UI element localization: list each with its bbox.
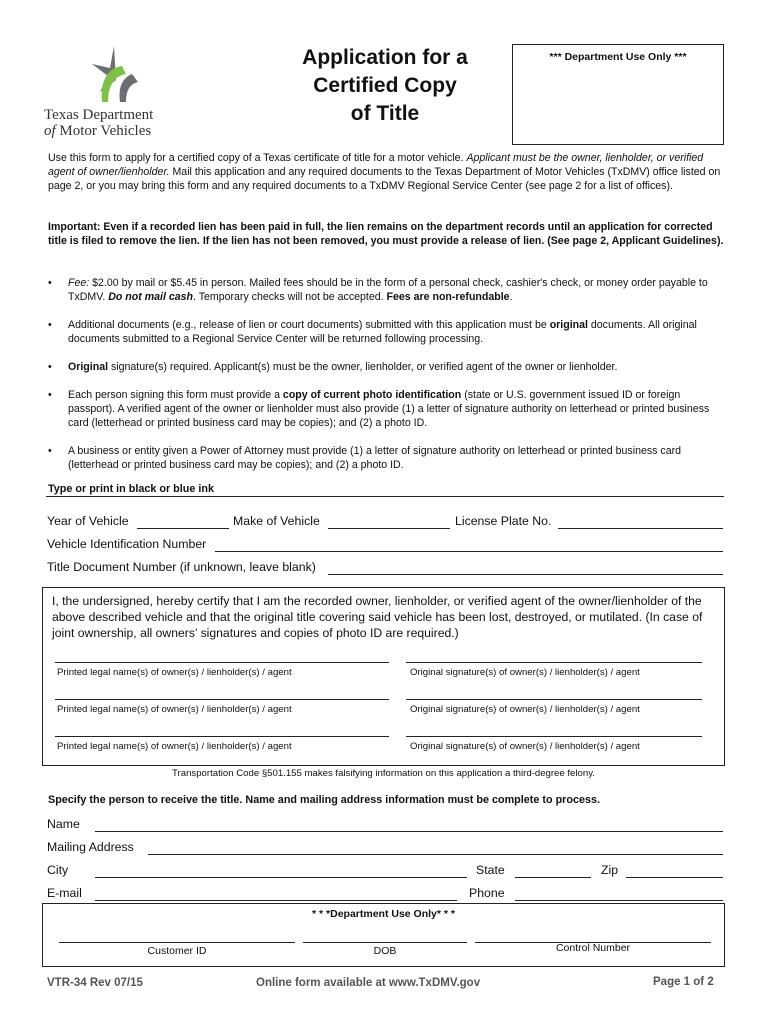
bullet-power-of-attorney: • A business or entity given a Power of Attorney must provide (1) a letter of signature authority on letterhead or printed business card (letterhead or printed business card may be copies); and (2) a photo ID. <box>48 445 682 471</box>
address-label: Mailing Address <box>47 840 134 854</box>
signature-label: Original signature(s) of owner(s) / lienholder(s) / agent <box>410 704 640 715</box>
printed-name-label: Printed legal name(s) of owner(s) / lienholder(s) / agent <box>57 667 292 678</box>
zip-input[interactable] <box>626 877 723 878</box>
bullet-documents: • Additional documents (e.g., release of lien or court documents) submitted with this application must be original documents. All original documents submitted to a Regional Service Center will be returned following processing. <box>48 319 697 345</box>
dob-label: DOB <box>373 945 397 957</box>
printed-name-label: Printed legal name(s) of owner(s) / lienholder(s) / agent <box>57 741 292 752</box>
state-label: State <box>476 863 505 877</box>
intro-paragraph: Use this form to apply for a certified copy of a Texas certificate of title for a motor vehicle. Applicant must be the owner, lienholder, or verified agent of owner/lienholder. Mail this application and any required documents to the Texas Department of Motor Vehicles (TxDMV) office listed on page 2, or you may bring this form and any required documents to a TxDMV Regional Service Center (see page 2 for a list of offices). <box>48 152 721 192</box>
make-input[interactable] <box>328 528 450 529</box>
control-number-label: Control Number <box>555 942 631 954</box>
printed-name-line[interactable] <box>55 662 389 663</box>
txdmv-logo <box>44 44 184 139</box>
signature-line[interactable] <box>406 662 702 663</box>
city-label: City <box>47 863 69 877</box>
title-doc-input[interactable] <box>328 574 723 575</box>
email-label: E-mail <box>47 886 82 900</box>
page-number: Page 1 of 2 <box>653 976 714 988</box>
make-label: Make of Vehicle <box>233 514 320 528</box>
agency-name-line1: Texas Department <box>44 107 154 123</box>
bullet-fee: • Fee: $2.00 by mail or $5.45 in person. Mailed fees should be in the form of a personal check, cashier's check, or money order payable to TxDMV. Do not mail cash. Temporary checks will not be accepted. Fees are non-refundable. <box>48 277 708 303</box>
divider <box>46 496 724 497</box>
name-input[interactable] <box>95 831 723 832</box>
city-input[interactable] <box>95 877 467 878</box>
signature-line[interactable] <box>406 699 702 700</box>
plate-label: License Plate No. <box>455 514 552 528</box>
mailing-instruction: Specify the person to receive the title. Name and mailing address information must be complete to process. <box>48 794 600 806</box>
printed-name-line[interactable] <box>55 736 389 737</box>
department-use-heading: * * *Department Use Only* * * <box>312 908 455 920</box>
vin-input[interactable] <box>215 551 723 552</box>
phone-label: Phone <box>469 886 505 900</box>
title-doc-label: Title Document Number (if unknown, leave blank) <box>47 560 316 574</box>
department-use-box <box>512 44 724 145</box>
dob-line <box>303 942 467 943</box>
signature-line[interactable] <box>406 736 702 737</box>
customer-id-label: Customer ID <box>147 945 207 957</box>
department-use-section <box>42 903 725 967</box>
year-input[interactable] <box>137 528 229 529</box>
online-form-notice: Online form available at www.TxDMV.gov <box>256 977 481 989</box>
department-use-label: *** Department Use Only *** <box>549 51 687 63</box>
printed-name-line[interactable] <box>55 699 389 700</box>
certification-statement: I, the undersigned, hereby certify that I am the recorded owner, lienholder, or verified agent of the owner/lienholder of the above described vehicle and that the original title covering said vehicle has been lost, destroyed, or mutilated. (In case of joint ownership, all owners’ signatures and copies of photo ID are required.) <box>52 594 703 640</box>
bullet-photo-id: • Each person signing this form must provide a copy of current photo identification (state or U.S. government issued ID or foreign passport). A verified agent of the owner or lienholder must also provide (1) a letter of signature authority on letterhead or printed business card (letterhead or printed business card may be copies); and (2) a photo ID. <box>48 389 710 429</box>
agency-name-line2: of Motor Vehicles <box>44 123 152 139</box>
certification-box <box>42 587 725 766</box>
star-logo-icon <box>78 44 142 106</box>
email-input[interactable] <box>95 900 457 901</box>
form-title: Application for a Certified Copy of Title <box>302 46 468 125</box>
vin-label: Vehicle Identification Number <box>47 537 207 551</box>
signature-label: Original signature(s) of owner(s) / lienholder(s) / agent <box>410 741 640 752</box>
plate-input[interactable] <box>558 528 723 529</box>
bullet-signatures: • Original signature(s) required. Applicant(s) must be the owner, lienholder, or verified agent of the owner or lienholder. <box>48 361 618 373</box>
year-label: Year of Vehicle <box>47 514 129 528</box>
phone-input[interactable] <box>515 900 723 901</box>
name-label: Name <box>47 817 80 831</box>
printed-name-label: Printed legal name(s) of owner(s) / lienholder(s) / agent <box>57 704 292 715</box>
important-notice: Important: Even if a recorded lien has been paid in full, the lien remains on the department records until an application for corrected title is filed to remove the lien. If the lien has not been removed, you must provide a release of lien. (See page 2, Applicant Guidelines). <box>48 221 724 247</box>
address-input[interactable] <box>148 854 723 855</box>
felony-notice: Transportation Code §501.155 makes falsifying information on this application a third-degree felony. <box>172 768 595 779</box>
zip-label: Zip <box>601 863 619 877</box>
form-id: VTR-34 Rev 07/15 <box>47 977 143 989</box>
signature-label: Original signature(s) of owner(s) / lienholder(s) / agent <box>410 667 640 678</box>
ink-instruction: Type or print in black or blue ink <box>48 483 214 495</box>
customer-id-line <box>59 942 295 943</box>
state-input[interactable] <box>515 877 591 878</box>
